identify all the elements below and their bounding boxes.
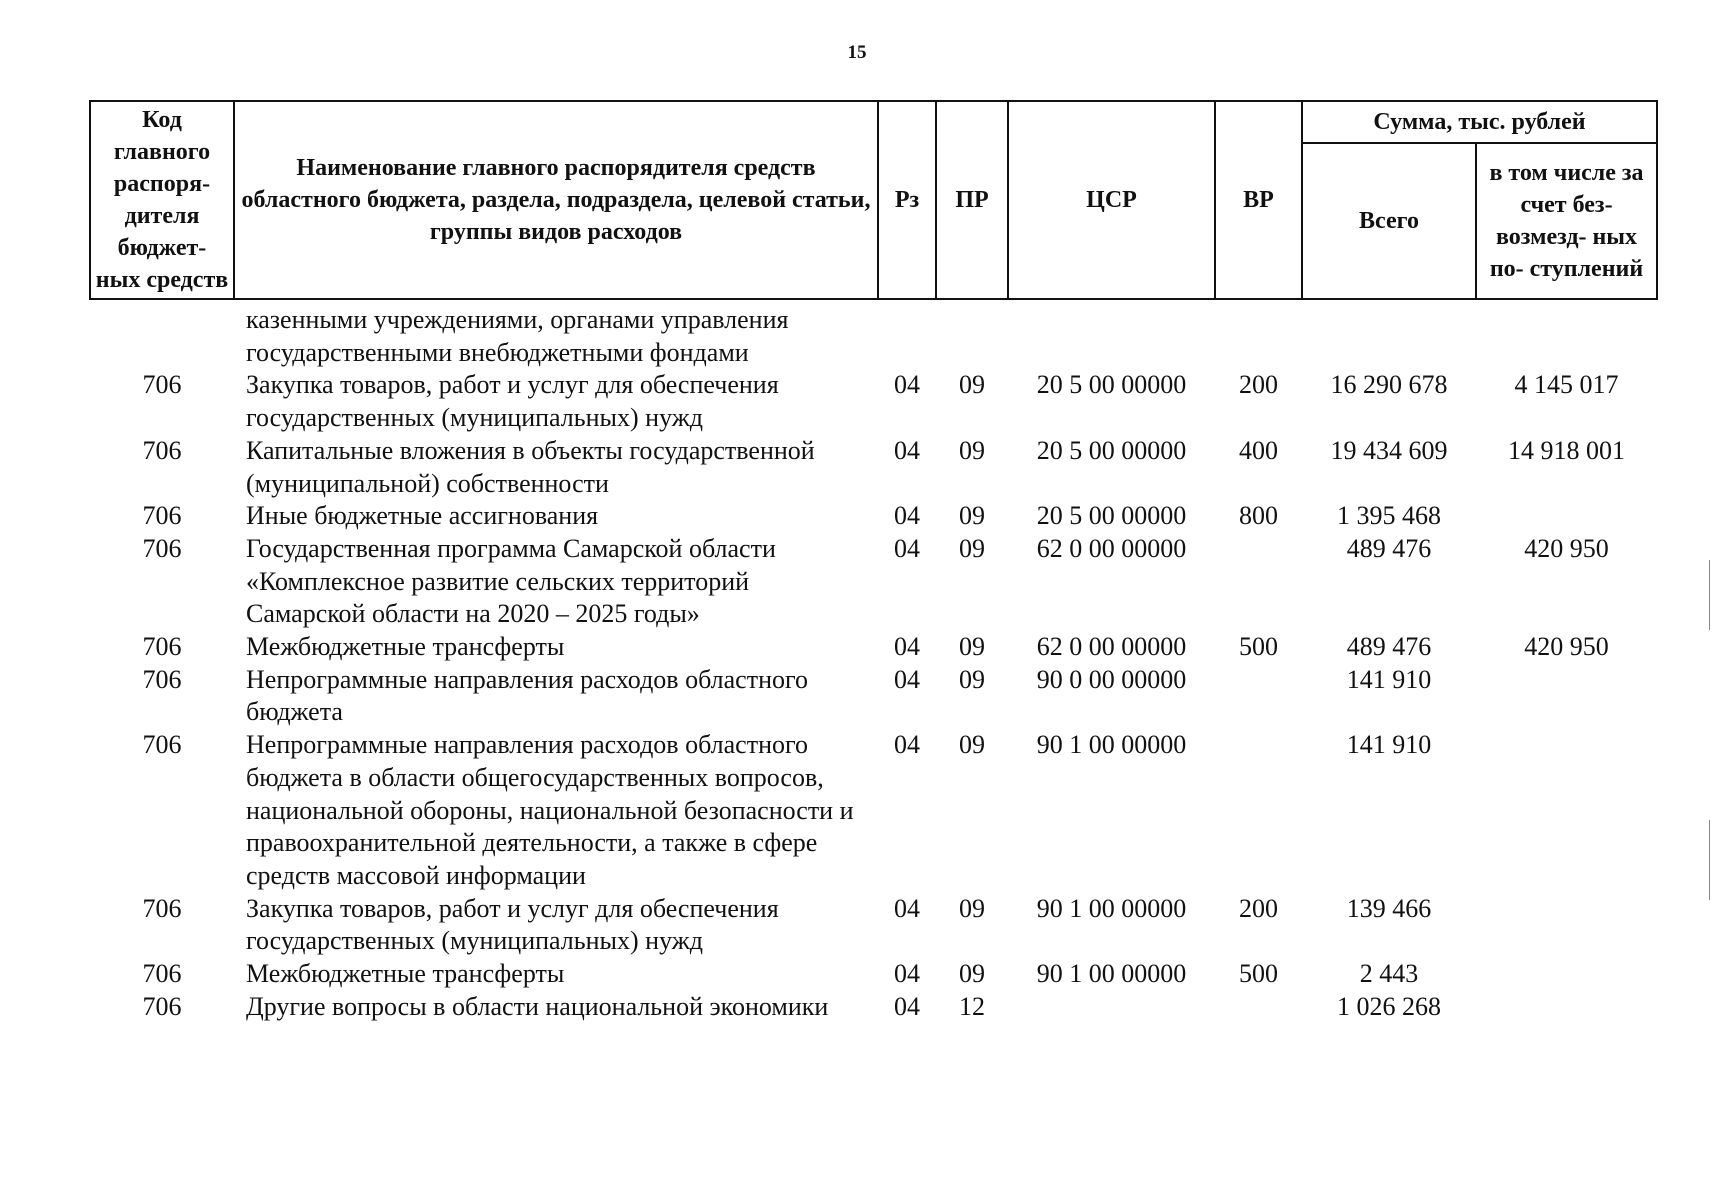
table-row [90,435,1657,500]
cell-name: Закупка товаров, работ и услуг для обеспечения государственных (муниципальных) нужд [246,370,779,433]
cell-csr [1008,991,1215,1024]
cell-grant [1476,729,1657,893]
cell-csr: 62 0 00 00000 [1036,632,1187,662]
cell-name: Капитальные вложения в объекты государственной (муниципальной) собственности [246,435,815,498]
cell-grant [1476,299,1657,369]
cell-vr: 200 [1239,370,1278,400]
table-row [90,299,1657,369]
cell-vr [1215,533,1302,631]
cell-csr: 20 5 00 00000 [1036,435,1187,465]
cell-grant [1476,664,1657,729]
cell-csr: 90 0 00 00000 [1036,664,1187,694]
cell-name: Межбюджетные трансферты [246,959,565,989]
cell-code: 706 [142,730,182,760]
cell-total: 141 910 [1346,730,1432,760]
cell-rz: 04 [894,959,920,989]
table-row [90,991,1657,1024]
cell-code: 706 [142,501,182,531]
cell-vr: 200 [1239,893,1278,923]
scan-edge-mark [1709,820,1710,900]
cell-vr: 500 [1239,632,1278,662]
budget-table [89,100,1658,1023]
cell-name: Государственная программа Самарской области «Комплексное развитие сельских территорий Самарской области на 2020 – 2025 годы» [246,533,776,629]
cell-total: 141 910 [1346,664,1432,694]
table-row [90,631,1657,664]
cell-total: 2 443 [1359,959,1419,989]
cell-vr [1215,664,1302,729]
cell-pr: 09 [959,730,985,760]
cell-pr: 09 [959,632,985,662]
header-csr: ЦСР [1008,101,1215,299]
cell-rz: 04 [894,370,920,400]
cell-vr: 800 [1239,501,1278,531]
cell-grant [1476,991,1657,1024]
cell-csr: 20 5 00 00000 [1036,370,1187,400]
cell-total: 1 026 268 [1337,991,1441,1021]
cell-grant: 14 918 001 [1508,435,1625,465]
table-row [90,893,1657,958]
cell-code: 706 [142,893,182,923]
header-sum-group: Сумма, тыс. рублей [1302,101,1657,143]
header-total: Всего [1302,143,1476,299]
cell-vr: 400 [1239,435,1278,465]
cell-grant [1476,893,1657,958]
cell-code: 706 [142,632,182,662]
cell-grant: 420 950 [1524,632,1609,662]
cell-rz: 04 [894,893,920,923]
cell-rz: 04 [894,501,920,531]
table-row [90,958,1657,991]
cell-csr [1008,299,1215,369]
cell-pr [936,299,1008,369]
cell-code: 706 [142,664,182,694]
cell-pr: 09 [959,501,985,531]
cell-pr: 09 [959,959,985,989]
cell-grant [1476,500,1657,533]
header-code: Код главного распоря- дителя бюджет- ных средств [90,101,234,299]
header-name: Наименование главного распорядителя средств областного бюджета, раздела, подраздела, целевой статьи, группы видов расходов [234,101,878,299]
scan-edge-mark [1709,560,1710,630]
header-pr: ПР [936,101,1008,299]
cell-total: 16 290 678 [1330,370,1448,400]
cell-csr: 90 1 00 00000 [1036,893,1187,923]
cell-rz: 04 [894,991,920,1021]
cell-pr: 12 [959,991,985,1021]
cell-pr: 09 [959,664,985,694]
cell-pr: 09 [959,370,985,400]
cell-total [1302,299,1476,369]
table-row [90,664,1657,729]
cell-pr: 09 [959,435,985,465]
table-row [90,369,1657,434]
cell-vr [1215,299,1302,369]
cell-name: казенными учреждениями, органами управления государственными внебюджетными фондами [246,305,789,367]
cell-total: 139 466 [1346,893,1432,923]
cell-vr [1215,729,1302,893]
table-row [90,500,1657,533]
cell-total: 1 395 468 [1337,501,1441,531]
cell-pr: 09 [959,893,985,923]
cell-rz: 04 [894,632,920,662]
header-rz: Рз [878,101,936,299]
cell-code: 706 [142,435,182,465]
cell-grant [1476,958,1657,991]
table-body [90,299,1657,1023]
cell-csr: 90 1 00 00000 [1036,730,1187,760]
cell-name: Непрограммные направления расходов областного бюджета [246,664,808,727]
cell-rz: 04 [894,730,920,760]
cell-total: 489 476 [1346,533,1432,563]
table-header [90,101,1657,299]
cell-name: Непрограммные направления расходов областного бюджета в области общегосударственных вопросов, национальной обороны, национальной безопасности и правоохранительной деятельности, а также в сфере средств массовой информации [246,730,854,890]
cell-grant: 4 145 017 [1514,370,1619,400]
table-row [90,729,1657,893]
cell-name: Иные бюджетные ассигнования [246,501,599,531]
cell-vr: 500 [1239,959,1278,989]
cell-rz: 04 [894,664,920,694]
cell-rz: 04 [894,435,920,465]
cell-name: Другие вопросы в области национальной экономики [246,991,829,1021]
cell-code: 706 [142,533,182,563]
header-vr: ВР [1215,101,1302,299]
cell-code [90,299,234,369]
cell-name: Межбюджетные трансферты [246,632,565,662]
page-number: 15 [847,42,867,63]
cell-csr: 90 1 00 00000 [1036,959,1187,989]
cell-csr: 20 5 00 00000 [1036,501,1187,531]
cell-total: 19 434 609 [1330,435,1448,465]
cell-vr [1215,991,1302,1024]
cell-code: 706 [142,370,182,400]
cell-grant: 420 950 [1524,533,1609,563]
cell-code: 706 [142,991,182,1021]
cell-name: Закупка товаров, работ и услуг для обеспечения государственных (муниципальных) нужд [246,893,779,956]
cell-code: 706 [142,959,182,989]
table-row [90,533,1657,631]
cell-pr: 09 [959,533,985,563]
cell-csr: 62 0 00 00000 [1036,533,1187,563]
cell-rz [878,299,936,369]
cell-total: 489 476 [1346,632,1432,662]
cell-rz: 04 [894,533,920,563]
header-grant: в том числе за счет без- возмезд- ных по- ступлений [1476,143,1657,299]
